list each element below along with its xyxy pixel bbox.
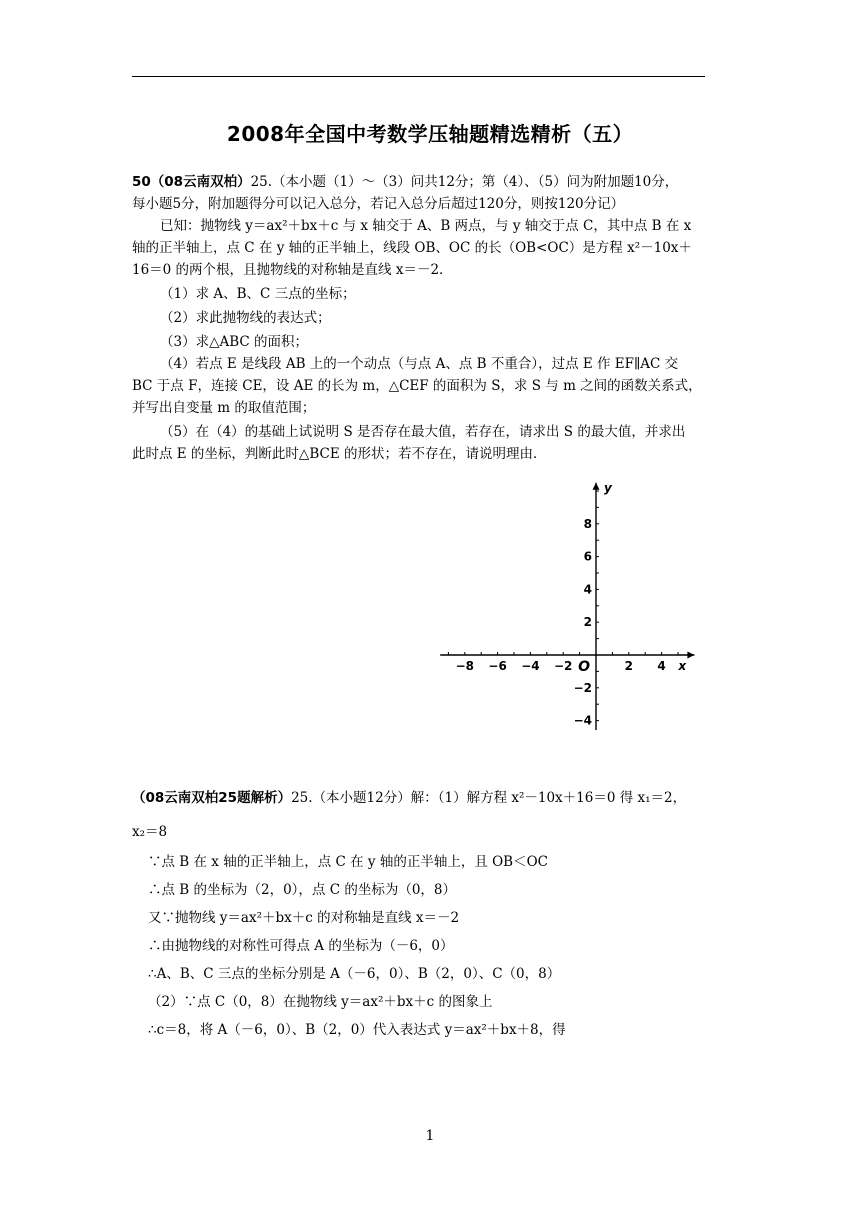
y-tick-label: −2 — [573, 680, 592, 695]
y-tick-label: 4 — [583, 582, 592, 597]
coordinate-graph — [430, 470, 710, 730]
header-rule — [132, 76, 705, 77]
x-tick-label: −8 — [455, 659, 475, 673]
solution-line-7: ∴c＝8，将 A（－6，0）、B（2，0）代入表达式 y＝ax²＋bx＋8，得 — [148, 1022, 566, 1038]
problem-source: 50（08云南双柏） — [132, 174, 251, 190]
x-tick-label: −6 — [488, 659, 507, 673]
given-line-2: 轴的正半轴上，点 C 在 y 轴的正半轴上，线段 OB、OC 的长（OB<OC）是方程 x²－10x＋ — [132, 240, 692, 256]
page-number: 1 — [425, 1128, 435, 1144]
solution-line-5: ∴A、B、C 三点的坐标分别是 A（－6，0）、B（2，0）、C（0，8） — [148, 966, 561, 982]
solution-line-1: ∵点 B 在 x 轴的正半轴上，点 C 在 y 轴的正半轴上，且 OB＜OC — [148, 854, 548, 870]
question-5-line-1: （5）在（4）的基础上试说明 S 是否存在最大值，若存在，请求出 S 的最大值，并求出 — [160, 424, 686, 440]
y-axis-arrow — [593, 483, 600, 490]
x-axis-arrow — [687, 652, 694, 659]
question-1: （1）求 A、B、C 三点的坐标； — [160, 286, 356, 302]
question-4-line-3: 并写出自变量 m 的取值范围； — [132, 400, 316, 416]
solution-source: （08云南双柏25题解析） — [132, 790, 292, 806]
y-tick-label: −4 — [573, 713, 592, 728]
question-4-line-1: （4）若点 E 是线段 AB 上的一个动点（与点 A、点 B 不重合），过点 E 作 EF∥AC 交 — [160, 356, 679, 372]
solution-line-2: ∴点 B 的坐标为（2，0），点 C 的坐标为（0，8） — [148, 882, 457, 898]
solution-header-text: 25.（本小题12分）解：（1）解方程 x²－10x＋16＝0 得 x₁＝2， — [291, 790, 687, 806]
y-tick-label: 6 — [583, 549, 592, 564]
problem-header-line-2: 每小题5分，附加题得分可以记入总分，若记入总分后超过120分，则按120分记） — [132, 196, 625, 212]
x-tick-label: −2 — [553, 659, 573, 673]
solution-header — [132, 788, 732, 808]
question-5-line-2: 此时点 E 的坐标，判断此时△BCE 的形状；若不存在，请说明理由． — [132, 446, 547, 462]
problem-header-text: 25.（本小题（1）～（3）问共12分；第（4）、（5）问为附加题10分， — [250, 174, 679, 190]
x-tick-label: 4 — [657, 659, 666, 673]
x-tick-label: −4 — [521, 659, 540, 673]
origin-label: O — [578, 659, 590, 675]
solution-line-3: 又∵抛物线 y＝ax²＋bx＋c 的对称轴是直线 x＝－2 — [148, 910, 460, 926]
solution-x2: x₂＝8 — [132, 824, 168, 840]
question-2: （2）求此抛物线的表达式； — [160, 310, 331, 326]
y-tick-label: 2 — [583, 615, 592, 630]
y-tick-label: 8 — [583, 516, 592, 531]
solution-line-6: （2）∵点 C（0，8）在抛物线 y＝ax²＋bx＋c 的图象上 — [148, 994, 493, 1010]
y-axis-label: y — [604, 480, 612, 495]
given-line-1: 已知：抛物线 y＝ax²＋bx＋c 与 x 轴交于 A、B 两点，与 y 轴交于点 C，其中点 B 在 x — [160, 218, 692, 234]
problem-header — [132, 172, 732, 192]
x-axis-label: x — [678, 659, 687, 673]
page-title: 2008年全国中考数学压轴题精选精析（五） — [226, 122, 634, 146]
x-tick-label: 2 — [624, 659, 633, 673]
given-line-3: 16＝0 的两个根，且抛物线的对称轴是直线 x＝－2． — [132, 262, 453, 278]
question-3: （3）求△ABC 的面积； — [160, 334, 309, 350]
solution-line-4: ∴由抛物线的对称性可得点 A 的坐标为（－6，0） — [148, 938, 454, 954]
question-4-line-2: BC 于点 F，连接 CE，设 AE 的长为 m，△CEF 的面积为 S，求 S 与 m 之间的函数关系式， — [132, 378, 702, 394]
